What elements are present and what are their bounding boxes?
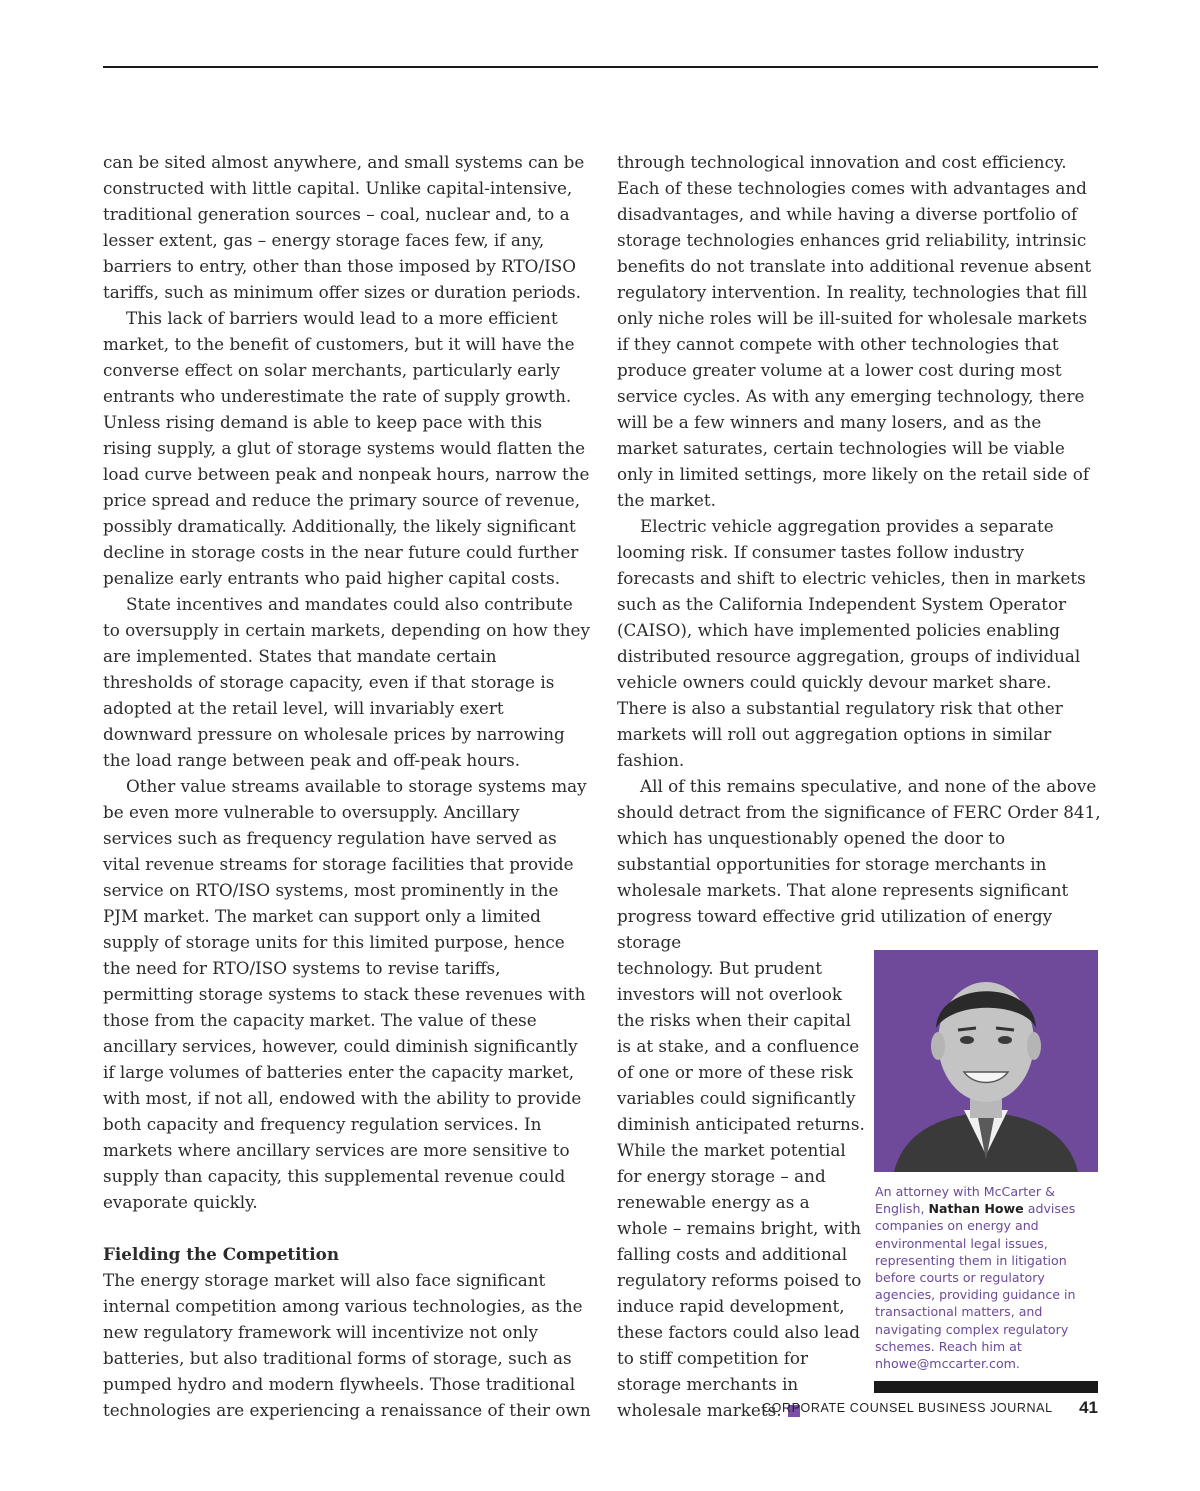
left-paragraph-2: This lack of barriers would lead to a more efficient market, to the benefit of customers, but it will have the converse effect on solar merchants, particularly early entrants who underestimate the rate of supply growth. Unless rising demand is able to keep pace with this rising supply, a glut of storage systems would flatten the load curve between peak and nonpeak hours, narrow the price spread and reduce the primary source of revenue, possibly dramatically. Additionally, the likely significant decline in storage costs in the near future could further penalize early entrants who paid higher capital costs. <box>103 308 590 588</box>
top-rule <box>103 66 1098 68</box>
caption-rule <box>874 1381 1098 1393</box>
left-paragraph-5: The energy storage market will also face significant internal competition among various technologies, as the new regulatory framework will incentivize not only batteries, but also traditional forms of storage, such as pumped hydro and modern flywheels. Those traditional technologies are experiencing a renaissance of their own <box>103 1270 591 1420</box>
page-footer <box>762 1398 1098 1418</box>
author-bio-caption <box>875 1183 1099 1372</box>
left-paragraph-1: can be sited almost anywhere, and small systems can be constructed with little capital. Unlike capital-intensive, traditional generation sources – coal, nuclear and, to a lesser extent, gas – energy storage faces few, if any, barriers to entry, other than those imposed by RTO/ISO tariffs, such as minimum offer sizes or duration periods. <box>103 152 585 302</box>
page-number: 41 <box>1079 1398 1098 1417</box>
left-paragraph-3: State incentives and mandates could also contribute to oversupply in certain markets, depending on how they are implemented. States that mandate certain thresholds of storage capacity, even if that storage is adopted at the retail level, will invariably exert downward pressure on wholesale prices by narrowing the load range between peak and off-peak hours. <box>103 594 590 770</box>
left-column <box>103 149 591 1423</box>
right-paragraph-3-text: technology. But prudent investors will not overlook the risks when their capital is at stake, and a confluence of one or more of these risk variables could significantly diminish anticipated returns. While the market potential for energy storage – and renewable energy as a whole – remains bright, with falling costs and additional regulatory reforms poised to induce rapid development, these factors could also lead to stiff competition for storage merchants in wholesale markets. <box>617 958 865 1420</box>
author-photo <box>874 950 1098 1172</box>
section-heading: Fielding the Competition <box>103 1244 340 1264</box>
left-paragraph-4: Other value streams available to storage systems may be even more vulnerable to oversupply. Ancillary services such as frequency regulation have served as vital revenue streams for storage facilities that provide service on RTO/ISO systems, most prominently in the PJM market. The market can support only a limited supply of storage units for this limited purpose, hence the need for RTO/ISO systems to revise tariffs, permitting storage systems to stack these revenues with those from the capacity market. The value of these ancillary services, however, could diminish significantly if large volumes of batteries enter the capacity market, with most, if not all, endowed with the ability to provide both capacity and frequency regulation services. In markets where ancillary services are more sensitive to supply than capacity, this supplemental revenue could evaporate quickly. <box>103 776 587 1212</box>
author-bio-prefix: An attorney with McCarter & English, <box>875 1184 1055 1217</box>
right-paragraph-1: through technological innovation and cost efficiency. Each of these technologies comes with advantages and disadvantages, and while having a diverse portfolio of storage technologies enhances grid reliability, intrinsic benefits do not translate into additional revenue absent regulatory intervention. In reality, technologies that fill only niche roles will be ill-suited for wholesale markets if they cannot compete with other technologies that produce greater volume at a lower cost during most service cycles. As with any emerging technology, there will be a few winners and many losers, and as the market saturates, certain technologies will be viable only in limited settings, more likely on the retail side of the market. <box>617 152 1092 510</box>
author-bio-suffix: advises companies on energy and environmental legal issues, representing them in litigation before courts or regulatory agencies, providing guidance in transactional matters, and navigating complex regulatory schemes. Reach him at nhowe@mccarter.com. <box>875 1201 1076 1372</box>
author-name: Nathan Howe <box>928 1201 1024 1217</box>
journal-name: CORPORATE COUNSEL BUSINESS JOURNAL <box>762 1401 1053 1415</box>
right-paragraph-3: All of this remains speculative, and none of the above should detract from the significance of FERC Order 841, which has unquestionably opened the door to substantial opportunities for storage merchants in wholesale markets. That alone represents significant progress toward effective grid utilization of energy storage <box>617 776 1101 952</box>
right-paragraph-3-continued <box>617 955 865 1423</box>
right-paragraph-2: Electric vehicle aggregation provides a separate looming risk. If consumer tastes follow industry forecasts and shift to electric vehicles, then in markets such as the California Independent System Operator (CAISO), which have implemented policies enabling distributed resource aggregation, groups of individual vehicle owners could quickly devour market share. There is also a substantial regulatory risk that other markets will roll out aggregation options in similar fashion. <box>617 516 1086 770</box>
author-portrait-image <box>874 950 1098 1172</box>
